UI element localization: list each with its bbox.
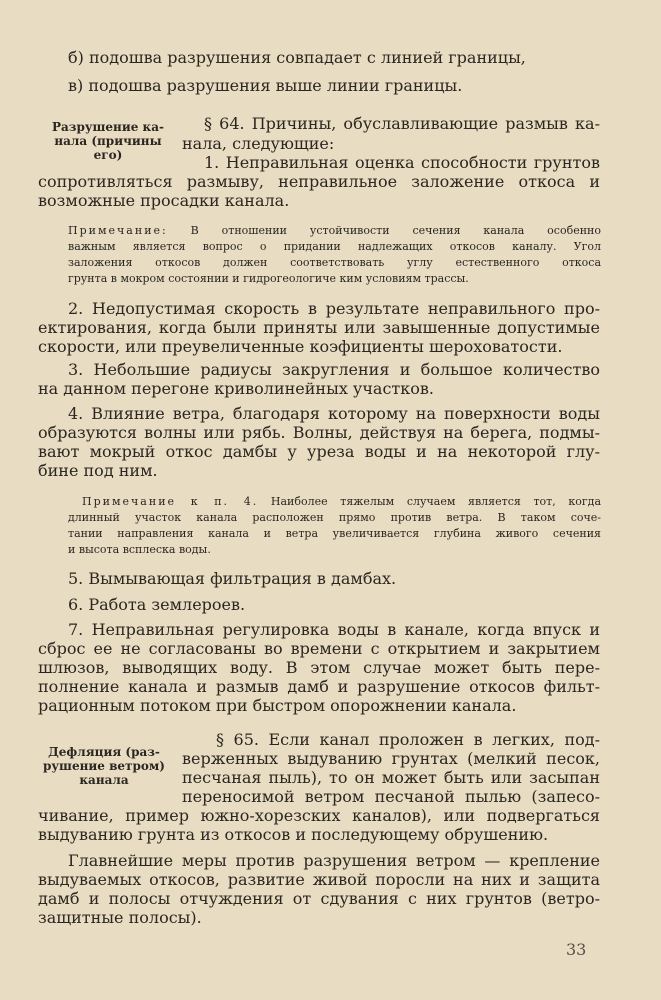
note-2-line: и высота всплеска воды. <box>68 543 211 556</box>
section-65-line: выдуванию грунта из откосов и последующему обрушению. <box>38 825 549 844</box>
measures-line: Главнейшие меры против разрушения ветром — крепление <box>68 851 600 870</box>
item-5: 5. Вымывающая фильтрация в дамбах. <box>68 569 397 588</box>
margin-note-line: канала <box>79 773 129 787</box>
item-2-line: скорости, или преувеличенные коэфициенты шероховатости. <box>38 337 563 356</box>
note-1-text: В отношении устойчивости сечения канала особенно <box>190 224 601 237</box>
item-4-line: 4. Влияние ветра, благодаря которому на поверхности воды <box>68 404 600 423</box>
note-1-label: Примечание: <box>68 224 168 237</box>
page-number: 33 <box>566 940 587 959</box>
section-64-item-1: 1. Неправильная оценка способности грунтов <box>204 153 600 172</box>
margin-note-line: рушение ветром) <box>42 759 165 773</box>
margin-note-deflyatsiya <box>34 745 174 787</box>
item-7-line: шлюзов, выводящих воду. В этом случае может быть пере- <box>38 658 600 677</box>
item-6: 6. Работа землероев. <box>68 595 246 614</box>
note-1-line: важным является вопрос о придании надлежащих откосов каналу. Угол <box>68 240 601 253</box>
item-4-line: образуются волны или рябь. Волны, действуя на берега, подмы- <box>38 423 600 442</box>
note-1-line: грунта в мокром состоянии и гидрогеологиче ким условиям трассы. <box>68 272 469 285</box>
note-1-line-1 <box>68 224 601 238</box>
list-item-b: б) подошва разрушения совпадает с линией границы, <box>68 48 526 67</box>
margin-note-line: Дефляция (раз- <box>48 745 160 759</box>
measures-line: выдуваемых откосов, развитие живой поросли на них и защита <box>38 870 600 889</box>
item-7-line: сброс ее не согласованы во времени с открытием и закрытием <box>38 639 600 658</box>
section-65-line: песчаная пыль), то он может быть или засыпан <box>182 768 600 787</box>
note-2-label: Примечание к п. 4. <box>82 495 259 508</box>
section-64-line: нала, следующие: <box>182 134 335 153</box>
measures-line: дамб и полосы отчуждения от сдувания с них грунтов (ветро- <box>38 889 600 908</box>
note-2-text: Наиболее тяжелым случаем является тот, когда <box>270 495 601 508</box>
section-64-heading: § 64. Причины, обуславливающие размыв ка- <box>204 114 600 133</box>
section-64-line: сопротивляться размыву, неправильное заложение откоса и <box>38 172 600 191</box>
item-3-line: 3. Небольшие радиусы закругления и большое количество <box>68 360 600 379</box>
section-65-heading: § 65. Если канал проложен в легких, под- <box>216 730 600 749</box>
measures-line: защитные полосы). <box>38 908 202 927</box>
item-7-line: 7. Неправильная регулировка воды в канале, когда впуск и <box>68 620 600 639</box>
item-2-line: ектирования, когда были приняты или завышенные допустимые <box>38 318 600 337</box>
margin-note-line: Разрушение ка- <box>52 120 164 134</box>
item-4-line: бине под ним. <box>38 461 158 480</box>
section-65-line: верженных выдуванию грунтах (мелкий песок, <box>182 749 600 768</box>
item-4-line: вают мокрый откос дамбы у уреза воды и на некоторой глу- <box>38 442 600 461</box>
note-2-line: длинный участок канала расположен прямо против ветра. В таком соче- <box>68 511 601 524</box>
item-2-line: 2. Недопустимая скорость в результате неправильного про- <box>68 299 600 318</box>
note-1-line: заложения откосов должен соответствовать углу естественного откоса <box>68 256 601 269</box>
note-2-line: тании направления канала и ветра увеличивается глубина живого сечения <box>68 527 601 540</box>
note-2-line-1 <box>82 495 601 509</box>
item-3-line: на данном перегоне криволинейных участков. <box>38 379 434 398</box>
margin-note-razrushenie <box>38 120 178 162</box>
section-65-line: переносимой ветром песчаной пылью (запесо- <box>182 787 600 806</box>
list-item-v: в) подошва разрушения выше линии границы. <box>68 76 463 95</box>
section-64-line: возможные просадки канала. <box>38 191 290 210</box>
item-7-line: полнение канала и размыв дамб и разрушение откосов фильт- <box>38 677 600 696</box>
section-65-line: чивание, пример южно-хорезских каналов), или подвергаться <box>38 806 600 825</box>
margin-note-line: его) <box>93 148 123 162</box>
item-7-line: рационным потоком при быстром опорожнении канала. <box>38 696 517 715</box>
margin-note-line: нала (причины <box>54 134 162 148</box>
